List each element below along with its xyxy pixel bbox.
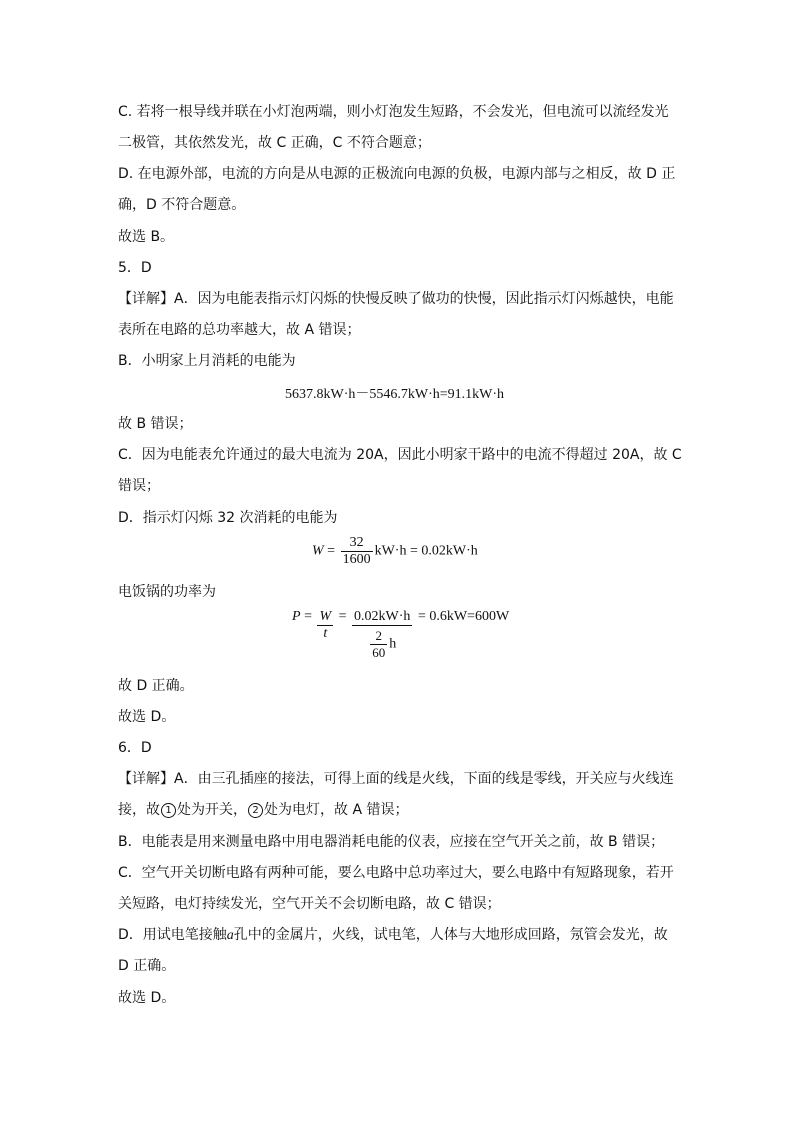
q5-b-line: B．小明家上月消耗的电能为 [118,353,296,369]
answer-d-q5: 故选 D。 [118,709,176,725]
formula-work-num: 32 [341,535,373,552]
q6-d-text-a: D．用试电笔接触 [118,927,227,943]
q5-explain-line2: 表所在电路的总功率越大，故 A 错误； [118,322,361,338]
q5-d-line: D．指示灯闪烁 32 次消耗的电能为 [118,510,338,526]
paragraph-c-line2: 二极管，其依然发光，故 C 正确，C 不符合题意； [118,135,431,151]
formula-work-fraction [341,535,373,568]
q5-explain-line1: 【详解】A．因为电能表指示灯闪烁的快慢反映了做功的快慢，因此指示灯闪烁越快，电能 [118,291,674,307]
paragraph-d-line2: 确，D 不符合题意。 [118,197,246,213]
formula-power-smallfrac [370,628,387,661]
formula-work-lhs: W [312,543,324,559]
formula-power-bignum: 0.02kW·h [354,609,411,624]
formula-power-t: t [323,626,328,641]
formula-work-den: 1600 [342,552,371,567]
q5-c-line1: C．因为电能表允许通过的最大电流为 20A，因此小明家干路中的电流不得超过 20A，故 C [118,447,682,463]
formula-work [312,535,478,568]
q6-explain-line2 [118,801,408,819]
q5-c-line2: 错误； [118,478,160,494]
formula-power-lhs: P [292,609,301,624]
q6-d-line1 [118,926,668,945]
question-5-answer: 5．D [118,260,152,276]
formula-power-bigfrac [352,609,412,661]
question-6-answer: 6．D [118,740,152,756]
formula-power-wt [317,609,333,642]
circled-number-2: 2 [248,803,263,818]
q6-b-line: B．电能表是用来测量电路中用电器消耗电能的仪表，应接在空气开关之前，故 B 错误； [118,834,665,850]
q5-b-conclusion: 故 B 错误； [118,416,193,432]
formula-work-eq: = [323,543,339,559]
formula-power-bigden [352,626,412,661]
circled-number-1: 1 [161,803,176,818]
q6-d-var-a: a [226,928,234,943]
answer-b: 故选 B。 [118,229,175,245]
q6-c-line1: C．空气开关切断电路有两种可能，要么电路中总功率过大，要么电路中有短路现象，若开 [118,865,674,881]
q6-d-text-b: 孔中的金属片，火线，试电笔，人体与大地形成回路，氖管会发光，故 [233,927,668,943]
q6-text-a: 接，故 [118,802,160,818]
formula-power-rhs: = 0.6kW=600W [414,609,510,624]
paragraph-c-line1: C. 若将一根导线并联在小灯泡两端，则小灯泡发生短路，不会发光，但电流可以流经发光 [118,104,669,120]
formula-work-unit: kW·h = 0.02kW·h [374,543,478,559]
q6-text-b: 处为开关， [177,802,247,818]
q6-explain-line1: 【详解】A．由三孔插座的接法，可得上面的线是火线，下面的线是零线，开关应与火线连 [118,771,674,787]
formula-power-eq1: = [300,609,316,624]
q6-d-line2: D 正确。 [118,958,176,974]
q5-power-intro: 电饭锅的功率为 [118,584,216,600]
q6-text-d: 处为电灯，故 A 错误； [264,802,409,818]
formula-energy: 5637.8kW·h－5546.7kW·h=91.1kW·h [285,387,505,402]
q5-d-conclusion: 故 D 正确。 [118,678,194,694]
formula-power-w: W [319,609,332,624]
answer-d-q6: 故选 D。 [118,990,176,1006]
formula-power-eq2: = [335,609,351,624]
paragraph-d-line1: D. 在电源外部，电流的方向是从电源的正极流向电源的负极，电源内部与之相反，故 D 正 [118,166,676,182]
formula-power-h: h [389,636,397,652]
formula-power [292,609,509,661]
formula-power-smallden: 60 [372,645,386,660]
formula-power-smallnum: 2 [370,628,387,645]
q6-c-line2: 关短路，电灯持续发光，空气开关不会切断电路，故 C 错误； [118,896,501,912]
